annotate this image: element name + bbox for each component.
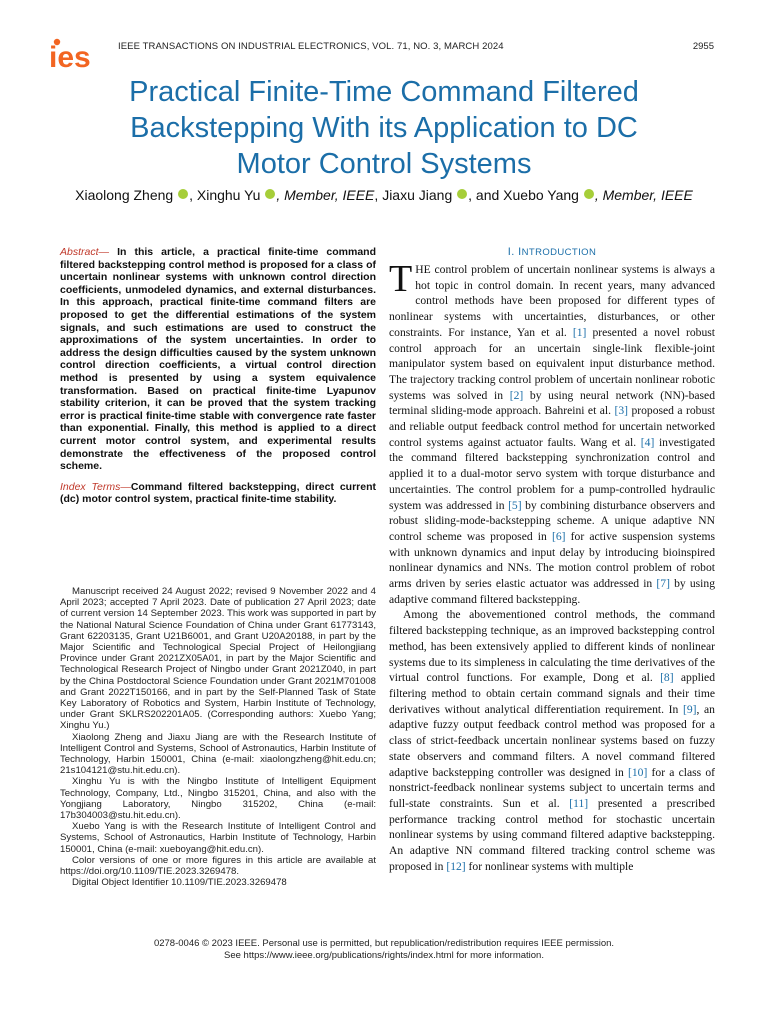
rights-link-line: See https://www.ieee.org/publications/rights/index.html for more information. xyxy=(224,949,544,961)
drop-cap: T xyxy=(389,258,413,300)
author-list xyxy=(40,187,728,203)
section-heading xyxy=(389,246,715,258)
citation-link[interactable]: [6] xyxy=(551,529,566,543)
citation-link[interactable]: [4] xyxy=(640,435,655,449)
intro-paragraph-2 xyxy=(389,607,715,874)
page-number: 2955 xyxy=(692,41,714,52)
section-title-rest: NTRODUCTION xyxy=(521,247,597,258)
citation-link[interactable]: [5] xyxy=(508,498,522,512)
author-role: , Member, IEEE xyxy=(276,187,375,203)
citation-link[interactable]: [1] xyxy=(572,325,587,339)
body-text: by using adaptive command filtered backstepping. xyxy=(389,577,715,606)
right-column xyxy=(389,246,715,874)
title-line: Motor Control Systems xyxy=(236,148,532,180)
citation-link[interactable]: [8] xyxy=(660,671,674,685)
orcid-icon[interactable] xyxy=(584,189,594,199)
citation-link[interactable]: [12] xyxy=(446,859,466,873)
index-terms xyxy=(60,481,376,506)
paper-title xyxy=(40,74,728,182)
body-text: for nonlinear systems with multiple xyxy=(465,859,634,873)
author-separator: , xyxy=(189,187,197,203)
body-text: , an adaptive fuzzy output feedback control method was proposed for a class of strict-feedback uncertain nonlinear systems based on fuzzy state observers and command filters. A novel command filtered adaptive backstepping controller was designed in xyxy=(389,702,715,779)
page-footer xyxy=(40,938,728,961)
abstract xyxy=(60,246,376,473)
abstract-text: In this article, a practical finite-time command filtered backstepping control method is proposed for a class of uncertain nonlinear systems with unknown control direction coefficients, unmodeled dynamics, and external disturbances. In this approach, practical finite-time command filters are proposed to get the differential estimations of the system signals, and such estimations are used to construct the approximations of the system uncertainties. In order to address the design difficulties caused by the system unknown control direction coefficients, a virtual control direction method is presented by using a system equivalence transformation. Based on practical finite-time Lyapunov stability criterion, it can be proved that the system tracking error is practical finite-time stable with convergence rate faster than exponential. Finally, this method is applied to a direct current motor control system, and experimental results demonstrate the effectiveness of the proposed control scheme. xyxy=(60,246,376,473)
citation-link[interactable]: [7] xyxy=(656,577,670,591)
body-text: presented a novel robust control approach for an uncertain single-link flexible-joint manipulator system based on equivalent input disturbance method. The trajectory tracking control problem of uncertain nonlinear robotic systems was solved in xyxy=(389,325,716,402)
title-line: Backstepping With its Application to DC xyxy=(130,112,638,144)
section-number: I. xyxy=(507,246,519,258)
citation-link[interactable]: [3] xyxy=(614,404,628,418)
author-name: Xiaolong Zheng xyxy=(75,187,174,203)
citation-link[interactable]: [10] xyxy=(628,765,648,779)
index-terms-text: Command filtered backstepping, direct current (dc) motor control system, practical finite-time stability. xyxy=(60,480,376,506)
body-text: applied filtering method to obtain certain command signals and their time derivatives without analytical differentiation requirement. In xyxy=(389,671,715,716)
body-text: for a class of nonstrict-feedback nonlinear systems subject to uncertain terms and full-state constraints. Sun et al. xyxy=(389,765,715,810)
index-terms-label: Index Terms— xyxy=(60,480,131,493)
body-text: proposed a robust and reliable output feedback control method for uncertain networked control systems against actuator faults. Wang et al. xyxy=(389,404,715,449)
section-title-first: I xyxy=(518,246,522,258)
author-separator: , xyxy=(374,187,383,203)
footnote-color: Color versions of one or more figures in this article are available at https://doi.org/10.1109/TIE.2023.3269478. xyxy=(60,854,376,878)
body-text: for active suspension systems with unknown dynamics and input delay by introducing bioinspired nonlinear dynamics and NNs. The motion control problem of robot arms driven by series elastic actuator was addressed in xyxy=(389,529,715,591)
orcid-icon[interactable] xyxy=(457,189,467,199)
body-text: by combining disturbance observers and robust sliding-mode-backstepping scheme. A unique adaptive NN control scheme was proposed in xyxy=(389,498,715,543)
left-column xyxy=(60,246,376,516)
orcid-icon[interactable] xyxy=(265,189,275,199)
author-separator: , and xyxy=(468,187,504,203)
footnote-affiliation: Xiaolong Zheng and Jiaxu Jiang are with the Research Institute of Intelligent Control and Systems, School of Astronautics, Harbin Institute of Technology, Harbin 150001, China (e-mail: xiaolongzheng@hit.edu.cn; 21s104121@stu.hit.edu.cn). xyxy=(60,731,376,777)
body-text: HE control problem of uncertain nonlinear systems is always a hot topic in control domain. In recent years, many advanced control methods have been proposed for different types of nonlinear systems with uncertainties, disturbances, or other constraints. For instance, Yan et al. xyxy=(389,263,715,339)
body-text: by using neural network (NN)-based terminal sliding-mode approach. Bahreini et al. xyxy=(389,388,715,418)
author-name: Jiaxu Jiang xyxy=(382,187,453,203)
journal-name: IEEE TRANSACTIONS ON INDUSTRIAL ELECTRONICS, VOL. 71, NO. 3, MARCH 2024 xyxy=(118,41,504,52)
orcid-icon[interactable] xyxy=(178,189,188,199)
footnote-manuscript: Manuscript received 24 August 2022; revised 9 November 2022 and 4 April 2023; accepted 7 April 2023. Date of publication 27 April 2023; date of current version 14 September 2023. This work was supported in part by the National Natural Science Foundation of China under Grant 61773143, Grant 62203135, Grant U21B6001, and Grant U20A20188, in part by the Major Scientific and Technological Special Project of Heilongjiang Province under Grant 2021ZX05A01, in part by the Major Scientific and Technological Research Project of Ningbo under Grant 2021Z040, in part by the China Postdoctoral Science Foundation under Grant 2021M701008 and Grant 2022T150166, and in part by the Self-Planned Task of State Key Laboratory of Robotics and System, Harbin Institute of Technology, under Grant SKLRS202201A05. (Corresponding authors: Xuebo Yang; Xinghu Yu.) xyxy=(60,586,376,732)
body-text: presented a prescribed performance tracking control method for stochastic uncertain nonlinear systems by using command filtered adaptive backstepping. An adaptive NN command filtered tracking control scheme was proposed in xyxy=(389,796,715,873)
citation-link[interactable]: [2] xyxy=(509,388,524,402)
body-text: Among the abovementioned control methods, the command filtered backstepping technique, as an improved backstepping control method, has been extensively applied to different kinds of nonlinear systems due to its simpleness in calculating the time derivatives of the virtual control functions. For example, Dong et al. xyxy=(389,608,715,685)
footnote-affiliation: Xinghu Yu is with the Ningbo Institute of Intelligent Equipment Technology, Company, Ltd., Ningbo 315201, China, and also with the Yongjiang Laboratory, Ningbo 315202, China (e-mail: 17b304003@stu.hit.edu.cn). xyxy=(60,776,376,822)
author-name: Xinghu Yu xyxy=(196,187,261,203)
author-name: Xuebo Yang xyxy=(503,187,579,203)
body-text: investigated the command filtered backstepping synchronization control and applied it to a dual-motor servo system with torque disturbance and uncertainties. The control problem for a pump-controlled hydraulic system was addressed in xyxy=(389,435,715,512)
footnote-doi: Digital Object Identifier 10.1109/TIE.2023.3269478 xyxy=(72,877,287,889)
citation-link[interactable]: [9] xyxy=(682,702,697,716)
ies-logo-icon xyxy=(48,38,106,70)
intro-paragraph-1 xyxy=(389,258,716,607)
footnotes xyxy=(60,586,376,888)
footnote-affiliation: Xuebo Yang is with the Research Institute of Intelligent Control and Systems, School of Astronautics, Harbin Institute of Technology, Harbin 150001, China (e-mail: xueboyang@hit.edu.cn). xyxy=(60,821,376,855)
title-line: Practical Finite-Time Command Filtered xyxy=(129,76,639,108)
author-role: , Member, IEEE xyxy=(594,187,693,203)
abstract-label: Abstract— xyxy=(60,246,110,258)
page-header xyxy=(48,38,714,68)
svg-text:ies: ies xyxy=(49,41,91,70)
citation-link[interactable]: [11] xyxy=(569,796,589,810)
copyright-line: 0278-0046 © 2023 IEEE. Personal use is permitted, but republication/redistribution requires IEEE permission. xyxy=(153,938,615,949)
